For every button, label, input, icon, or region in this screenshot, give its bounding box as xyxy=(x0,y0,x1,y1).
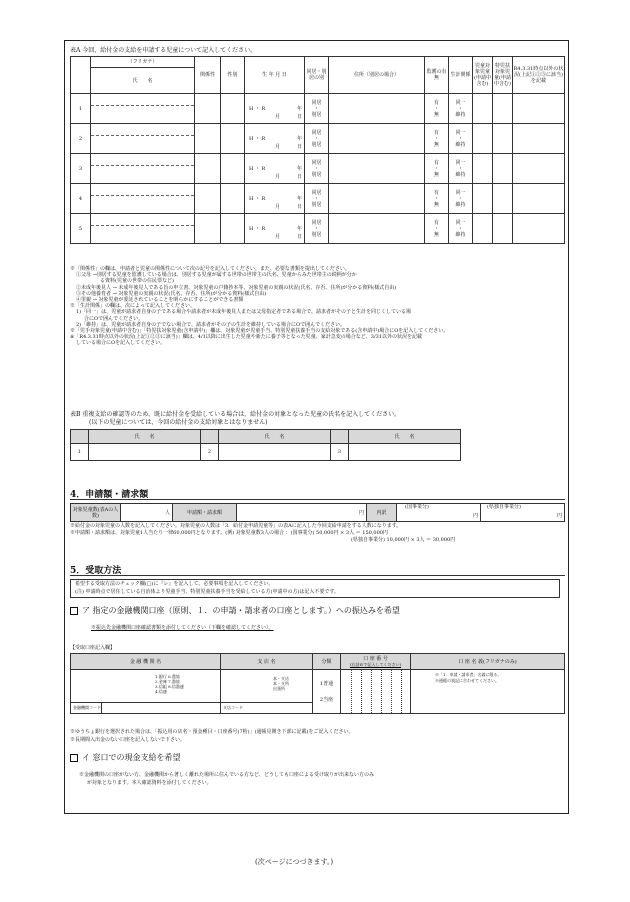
table-a-notes: ※「関係性」の欄は、申請者と児童の関係性について次の記号を記入してください。また、必要な書類を提出してください。 ①父母 →別居する児童を監護している場合は、別居する児童が属する世帯の世帯主の氏名、児童からみた世帯主の続柄が分か る資料(児童の世帯の住民票など) ②未成年後見人 → 未成年後見人である旨の申立書、対象児童の戸籍抄本等、対象児童の実親の状況(氏名、存否、住所)が分かる資料(様式自由) ③その他養育者 → 対象児童の実親の状況(氏名、存否、住所)が分かる資料(様式自由) ④里親 → 対象児童が委託されていることを明らかにすることができる書類 ※「生計関係」の欄は、次によって記入してください。 1)「同一」は、児童が請求者自身の子である場合や請求者が未成年後見人または父母指定者である場合で、請求者がその子と生計を同じくしている場 合にOで囲んでください。 2)「維持」は、児童が請求者自身の子でない場合で、請求者がその子の生計を維持している場合にOで囲んでください。 ※「児手対象児童(申請中含む)」「特児扶対象児童(含申請中)」欄は、対象児童が児童手当、特別児童扶養手当の支給対象である(含申請中)場合にOを記入してください。 ※「R4.3.31時点以外の状況(上記①②③に該当)」欄は、4/1以降に出生した児童や新たに養子等となった児童、家計急変の場合など、3/31以外の状況を記載 している場合にOを記入してください。 xyxy=(70,266,449,347)
child-name-input[interactable] xyxy=(91,94,195,124)
livelihood-select[interactable]: 同一 ・ 維持 xyxy=(449,94,473,124)
cohabit-select[interactable]: 同居 ・ 別居 xyxy=(305,154,329,184)
livelihood-select[interactable]: 同一 ・ 維持 xyxy=(449,154,473,184)
dob-input[interactable]: H ・ R 年 月 日 xyxy=(245,94,305,124)
account-number-header: 口 座 番 号 (右詰めで記入してください) xyxy=(341,654,411,670)
other-status-check[interactable] xyxy=(513,184,565,214)
special-allowance-check[interactable] xyxy=(493,154,513,184)
relation-input[interactable] xyxy=(195,214,221,244)
child-count-input[interactable]: 人 xyxy=(121,504,173,522)
child-count-label: 対象児童数(表Aの人数) xyxy=(71,504,121,522)
child-row: 5 H ・ R 年 月 日 同居 ・ 別居 有 ・ 無 同一 ・ 維持 xyxy=(71,214,565,244)
child-allowance-header: 児童対象児童(申請中含む) xyxy=(473,57,493,94)
child-name-input[interactable] xyxy=(91,214,195,244)
custody-select[interactable]: 有 ・ 無 xyxy=(425,154,449,184)
option-i[interactable]: イ 窓口での現金支給を希望 xyxy=(70,753,181,762)
special-allowance-check[interactable] xyxy=(493,94,513,124)
name-header: 氏 名 xyxy=(91,68,195,94)
sex-input[interactable] xyxy=(221,184,245,214)
address-input[interactable] xyxy=(329,214,425,244)
dob-header: 生 年 月 日 xyxy=(245,57,305,94)
cohabit-select[interactable]: 同居 ・ 別居 xyxy=(305,214,329,244)
relation-input[interactable] xyxy=(195,184,221,214)
child-allowance-check[interactable] xyxy=(473,94,493,124)
other-status-check[interactable] xyxy=(513,94,565,124)
special-allowance-check[interactable] xyxy=(493,184,513,214)
account-type-header: 分類 xyxy=(313,654,341,670)
custody-select[interactable]: 有 ・ 無 xyxy=(425,94,449,124)
dob-input[interactable]: H ・ R 年 月 日 xyxy=(245,154,305,184)
relation-input[interactable] xyxy=(195,124,221,154)
dob-input[interactable]: H ・ R 年 月 日 xyxy=(245,184,305,214)
dob-input[interactable]: H ・ R 年 月 日 xyxy=(245,124,305,154)
account-title: 【受取口座記入欄】 xyxy=(70,645,116,651)
breakdown-label: 内訳 xyxy=(367,504,397,522)
child-allowance-check[interactable] xyxy=(473,184,493,214)
amount-input[interactable]: 円 xyxy=(237,504,367,522)
national-amount-input[interactable]: (国事業分) 円 xyxy=(397,504,481,522)
address-input[interactable] xyxy=(329,184,425,214)
custody-select[interactable]: 有 ・ 無 xyxy=(425,214,449,244)
option-a[interactable]: ア 指定の金融機関口座（原則、１．の申請・請求者の口座とします。）への振込みを希望 xyxy=(70,606,400,615)
other-status-check[interactable] xyxy=(513,214,565,244)
address-input[interactable] xyxy=(329,94,425,124)
other-status-check[interactable] xyxy=(513,124,565,154)
special-allowance-header: 特児扶対象児童(申請中含む) xyxy=(493,57,513,94)
section-4-rule xyxy=(70,499,565,500)
child-row: 2 H ・ R 年 月 日 同居 ・ 別居 有 ・ 無 同一 ・ 維持 xyxy=(71,124,565,154)
option-a-checkbox[interactable] xyxy=(70,607,78,615)
account-table xyxy=(70,653,565,714)
bank-name-header: 金 融 機 関 名 xyxy=(71,654,221,670)
instruction-box: 希望する受取方法のチェック欄(□)に『レ』を記入して、必要事項を記入してください。 (注) 申請時点で居住している自治体より児童手当、特別児童扶養手当を受給している方(申請中の方)は記入不要です。 xyxy=(70,579,560,598)
option-i-checkbox[interactable] xyxy=(70,754,78,762)
custody-select[interactable]: 有 ・ 無 xyxy=(425,124,449,154)
custody-header: 監護の有無 xyxy=(425,57,449,94)
child-name-input[interactable] xyxy=(91,154,195,184)
sex-input[interactable] xyxy=(221,214,245,244)
table-b-subcaption: (以下の児童については、今回の給付金の支給対象とはなりません) xyxy=(89,419,268,426)
amount-table xyxy=(70,503,565,522)
livelihood-header: 生計関係 xyxy=(449,57,473,94)
branch-name-header: 支 店 名 xyxy=(221,654,313,670)
table-a xyxy=(70,56,565,244)
account-holder-header: 口 座 名 義(フリガナのみ) xyxy=(411,654,565,670)
livelihood-select[interactable]: 同一 ・ 維持 xyxy=(449,124,473,154)
sex-input[interactable] xyxy=(221,124,245,154)
sex-input[interactable] xyxy=(221,154,245,184)
child-name-input[interactable] xyxy=(91,184,195,214)
amount-label: 申請額・請求額 xyxy=(173,504,237,522)
address-header: 住所（別居の場合） xyxy=(329,57,425,94)
child-name-input[interactable] xyxy=(91,124,195,154)
account-type-input[interactable]: 1普通 2当座 xyxy=(313,670,341,714)
prior-child-name-3[interactable] xyxy=(349,444,461,461)
option-a-note: ※振込先金融機関口座確認書類を添付してください（下欄を確認してください）。 xyxy=(91,625,274,631)
sex-header: 性別 xyxy=(221,57,245,94)
cohabit-select[interactable]: 同居 ・ 別居 xyxy=(305,124,329,154)
sex-input[interactable] xyxy=(221,94,245,124)
relation-header: 関係性 xyxy=(195,57,221,94)
furigana-header: （フリガナ） xyxy=(91,57,195,68)
child-row: 4 H ・ R 年 月 日 同居 ・ 別居 有 ・ 無 同一 ・ 維持 xyxy=(71,184,565,214)
account-number-input[interactable] xyxy=(341,670,411,714)
bank-type-list: 1.銀行 6.農協 2.金庫 7.漁協 3.信組 8.信漁連 4.信連 xyxy=(155,674,184,694)
table-b-caption: 表B 重複支給の確認等のため、既に給付金を受給している場合は、給付金の対象となった児童の氏名を記入してください。 xyxy=(70,411,401,418)
branch-name-input[interactable]: 本・支店 本・支所 出張所 支店コード xyxy=(221,670,313,714)
relation-input[interactable] xyxy=(195,154,221,184)
address-input[interactable] xyxy=(329,124,425,154)
prior-child-name-1[interactable] xyxy=(89,444,201,461)
relation-input[interactable] xyxy=(195,94,221,124)
address-input[interactable] xyxy=(329,154,425,184)
special-allowance-check[interactable] xyxy=(493,124,513,154)
other-status-check[interactable] xyxy=(513,154,565,184)
child-row: 1 H ・ R 年 月 日 同居 ・ 別居 有 ・ 無 同一 ・ 維持 xyxy=(71,94,565,124)
cohabit-select[interactable]: 同居 ・ 別居 xyxy=(305,184,329,214)
prior-child-name-2[interactable] xyxy=(219,444,331,461)
form-frame: 表A 今回、給付金の支給を申請する児童について記入してください。 （フリガナ） 関係性 性別 生 年 月 日 同居・別居の別 住所（別居の場合） 監護の有無 生計関係 児童対象児童(申請中含む) 特児扶対象児童(申請中含む) R4.3.31時点以外の状況(上記①②③に該当)を記載 氏 名 1 H ・ R 年 月 日 同居 ・ 別居 有 ・ 無 同一 ・ 維持 2 H ・ R 年 月 日 同居 ・ 別居 有 ・ 無 同一 ・ 維持 3 H ・ R 年 月 日 同居 ・ 別居 有 ・ 無 同一 ・ 維持 4 H ・ R 年 月 日 同居 ・ 別居 有 ・ 無 同一 ・ 維持 5 H ・ R 年 月 日 同居 ・ 別居 有 ・ 無 同一 ・ 維持 ※「関係性」の欄は、申請者と児童の関係性について次の記号を記入してください。また、必要な書類を提出してください。 ①父母 →別居する児童を監護している場合は、別居する児童が属する世帯の世帯主の氏名、児童からみた世帯主の続柄が分か る資料(児童の世帯の住民票など) ②未成年後見人 → 未成年後見人である旨の申立書、対象児童の戸籍抄本等、対象児童の実親の状況(氏名、存否、住所)が分かる資料(様式自由) ③その他養育者 → 対象児童の実親の状況(氏名、存否、住所)が分かる資料(様式自由) ④里親 → 対象児童が委託されていることを明らかにすることができる書類 ※「生計関係」の欄は、次によって記入してください。 1)「同一」は、児童が請求者自身の子である場合や請求者が未成年後見人または父母指定者である場合で、請求者がその子と生計を同じくしている場 合にOで囲んでください。 2)「維持」は、児童が請求者自身の子でない場合で、請求者がその子の生計を維持している場合にOで囲んでください。 ※「児手対象児童(申請中含む)」「特児扶対象児童(含申請中)」欄は、対象児童が児童手当、特別児童扶養手当の支給対象である(含申請中)場合にOを記入してください。 ※「R4.3.31時点以外の状況(上記①②③に該当)」欄は、4/1以降に出生した児童や新たに養子等となった児童、家計急変の場合など、3/31以外の状況を記載 している場合にOを記入してください。 表B 重複支給の確認等のため、既に給付金を受給している場合は、給付金の対象となった児童の氏名を記入してください。 (以下の児童については、今回の給付金の支給対象とはなりません) 氏 名 氏 名 氏 名 1 2 3 4．申請額・請求額 対象児童数(表Aの人数) 人 申請額・請求額 円 内訳 (国事業分) 円 (県独自事業分) 円 ※給付金の対象児童の人数を記入してください。対象児童の人数は「3．給付金申請児童等」の表Aに記入した今回支給申請をする人数になります。 ※申請額・請求額は、対象児童1人当たり一律60,000円となります。(例) 対象児童数3人の場合 ：(国事業分) 50,000円 × 3人 ＝ 150,000円 (県独自事業分) 10,000円 × 3人 ＝ 30,000円 5．受取方法 希望する受取方法のチェック欄(□)に『レ』を記入して、必要事項を記入してください。 (注) 申請時点で居住している自治体より児童手当、特別児童扶養手当を受給している方(申請中の方)は記入不要です。 ア 指定の金融機関口座（原則、１．の申請・請求者の口座とします。）への振込みを希望 ※振込先金融機関口座確認書類を添付してください（下欄を確認してください）。 【受取口座記入欄】 金 融 機 関 名 支 店 名 分類 口 座 番 号 (右詰めで記入してください) 口 座 名 義(フリガナのみ) 1.銀行 6.農協 2.金庫 7.漁協 3.信組 8.信漁連 4.信連 金融機関コード 本・支店 本・支所 出張所 支店コード 1普通 2当座 ※「1．申請・請求者」名義に限る。 ※通帳の表記に合わせてください。 ※ゆうちょ銀行を選択された場合は、「振込用の店名・預金種目・口座番号(7桁)」(通帳見開き下部に記載)をご記入ください。 ※長期間入出金のない口座を記入しないで下さい。 イ 窓口での現金支給を希望 ※金融機関の口座がない方、金融機関から著しく離れた場所に住んでいる方など、どうしても口座による受け取りが出来ない方のみ が対象となります。本人確認資料を添付してください。 xyxy=(64,40,569,814)
section-4-heading: 4．申請額・請求額 xyxy=(70,490,149,500)
table-b: 氏 名 氏 名 氏 名 1 2 3 xyxy=(70,429,461,461)
cohabit-select[interactable]: 同居 ・ 別居 xyxy=(305,94,329,124)
dob-input[interactable]: H ・ R 年 月 日 xyxy=(245,214,305,244)
child-allowance-check[interactable] xyxy=(473,124,493,154)
local-amount-input[interactable]: (県独自事業分) 円 xyxy=(481,504,565,522)
child-allowance-check[interactable] xyxy=(473,154,493,184)
account-holder-input[interactable]: ※「1．申請・請求者」名義に限る。 ※通帳の表記に合わせてください。 xyxy=(411,670,565,714)
child-allowance-check[interactable] xyxy=(473,214,493,244)
child-row: 3 H ・ R 年 月 日 同居 ・ 別居 有 ・ 無 同一 ・ 維持 xyxy=(71,154,565,184)
other-status-header: R4.3.31時点以外の状況(上記①②③に該当)を記載 xyxy=(513,57,565,94)
special-allowance-check[interactable] xyxy=(493,214,513,244)
section-5-heading: 5．受取方法 xyxy=(70,566,122,576)
page-footer: (次ページにつづきます。) xyxy=(255,858,334,866)
livelihood-select[interactable]: 同一 ・ 維持 xyxy=(449,184,473,214)
cohabit-header: 同居・別居の別 xyxy=(305,57,329,94)
table-a-caption: 表A 今回、給付金の支給を申請する児童について記入してください。 xyxy=(70,47,257,54)
custody-select[interactable]: 有 ・ 無 xyxy=(425,184,449,214)
bank-name-input[interactable]: 1.銀行 6.農協 2.金庫 7.漁協 3.信組 8.信漁連 4.信連 金融機関コード xyxy=(71,670,221,714)
livelihood-select[interactable]: 同一 ・ 維持 xyxy=(449,214,473,244)
